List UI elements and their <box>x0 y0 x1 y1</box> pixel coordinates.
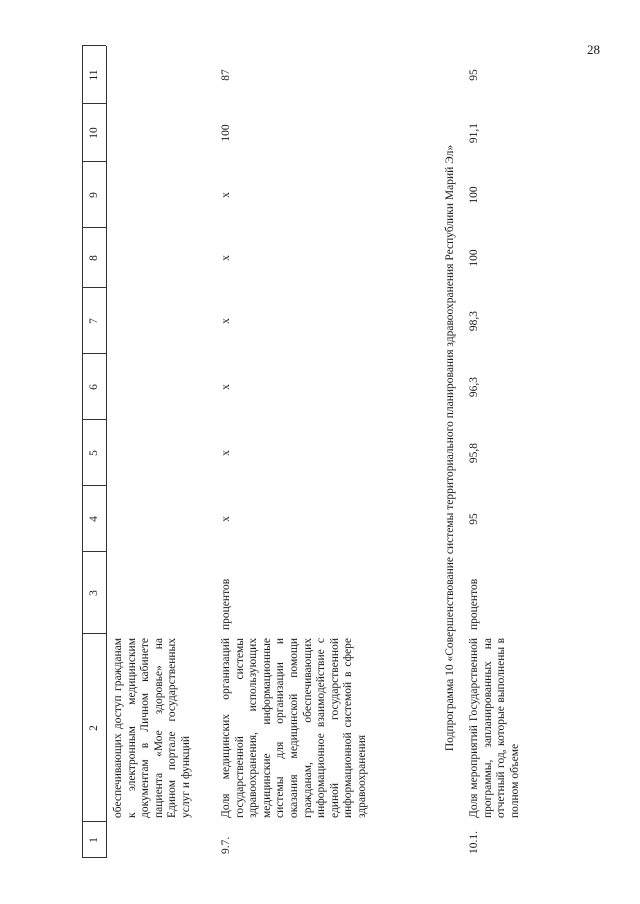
value-cell: 96,3 <box>468 376 480 398</box>
col-header-1: 1 <box>88 837 100 843</box>
value-cell: 95 <box>468 69 480 81</box>
col-divider <box>82 419 106 420</box>
value-cell: x <box>220 255 232 261</box>
col-divider <box>82 353 106 354</box>
unit-cell: процентов <box>468 578 480 630</box>
value-cell: 100 <box>220 124 232 142</box>
col-header-5: 5 <box>88 450 100 456</box>
col-header-10: 10 <box>88 127 100 139</box>
value-cell: 100 <box>468 249 480 267</box>
value-cell: x <box>220 384 232 390</box>
col-divider <box>82 227 106 228</box>
col-divider <box>82 485 106 486</box>
table-row <box>220 38 430 858</box>
value-cell: x <box>220 450 232 456</box>
col-header-3: 3 <box>88 590 100 596</box>
rotated-table <box>82 38 622 858</box>
value-cell: 98,3 <box>468 310 480 332</box>
value-cell: x <box>220 318 232 324</box>
col-header-7: 7 <box>88 318 100 324</box>
col-divider <box>82 45 106 46</box>
value-cell: 95 <box>468 513 480 525</box>
col-header-11: 11 <box>88 69 100 81</box>
row-number: 9.7. <box>220 836 232 854</box>
col-divider <box>82 161 106 162</box>
col-header-2: 2 <box>88 725 100 731</box>
indicator-name: Доля мероприятий Государственной программы, запланированных на отчетный год, которые выполнены в полном объеме <box>468 638 521 818</box>
col-divider <box>82 821 106 822</box>
col-divider <box>82 551 106 552</box>
subprogram-heading: Подпрограмма 10 «Совершенствование системы территориального планирования здравоохранения Республики Марий Эл» <box>444 144 456 752</box>
value-cell: 100 <box>468 186 480 204</box>
header-top-line <box>82 46 83 858</box>
col-divider <box>82 287 106 288</box>
table-row <box>112 38 217 858</box>
row-number: 10.1. <box>468 831 480 854</box>
col-divider <box>82 633 106 634</box>
value-cell: x <box>220 192 232 198</box>
table-row <box>468 38 548 858</box>
col-divider <box>82 103 106 104</box>
header-bottom-line <box>106 46 107 858</box>
col-header-6: 6 <box>88 384 100 390</box>
col-divider <box>82 857 106 858</box>
indicator-name: обеспечивающих доступ гражданам к электронным медицинским документам в Личном кабинете пациента «Мое здоровье» на Едином портале государственных услуг и функций <box>112 638 192 818</box>
value-cell: 95,8 <box>468 442 480 464</box>
value-cell: x <box>220 516 232 522</box>
col-header-9: 9 <box>88 192 100 198</box>
page-number: 28 <box>587 42 600 57</box>
indicator-name: Доля медицинских организаций государственной системы здравоохранения, использующих медицинские информационные системы для организации и оказания медицинской помощи гражданам, обеспечивающих информационное взаимодействие с единой государственной информационной системой в сфере здравоохранения <box>220 638 368 818</box>
value-cell: 87 <box>220 69 232 81</box>
col-header-8: 8 <box>88 255 100 261</box>
col-header-4: 4 <box>88 516 100 522</box>
unit-cell: процентов <box>220 578 232 630</box>
value-cell: 91,1 <box>468 122 480 144</box>
